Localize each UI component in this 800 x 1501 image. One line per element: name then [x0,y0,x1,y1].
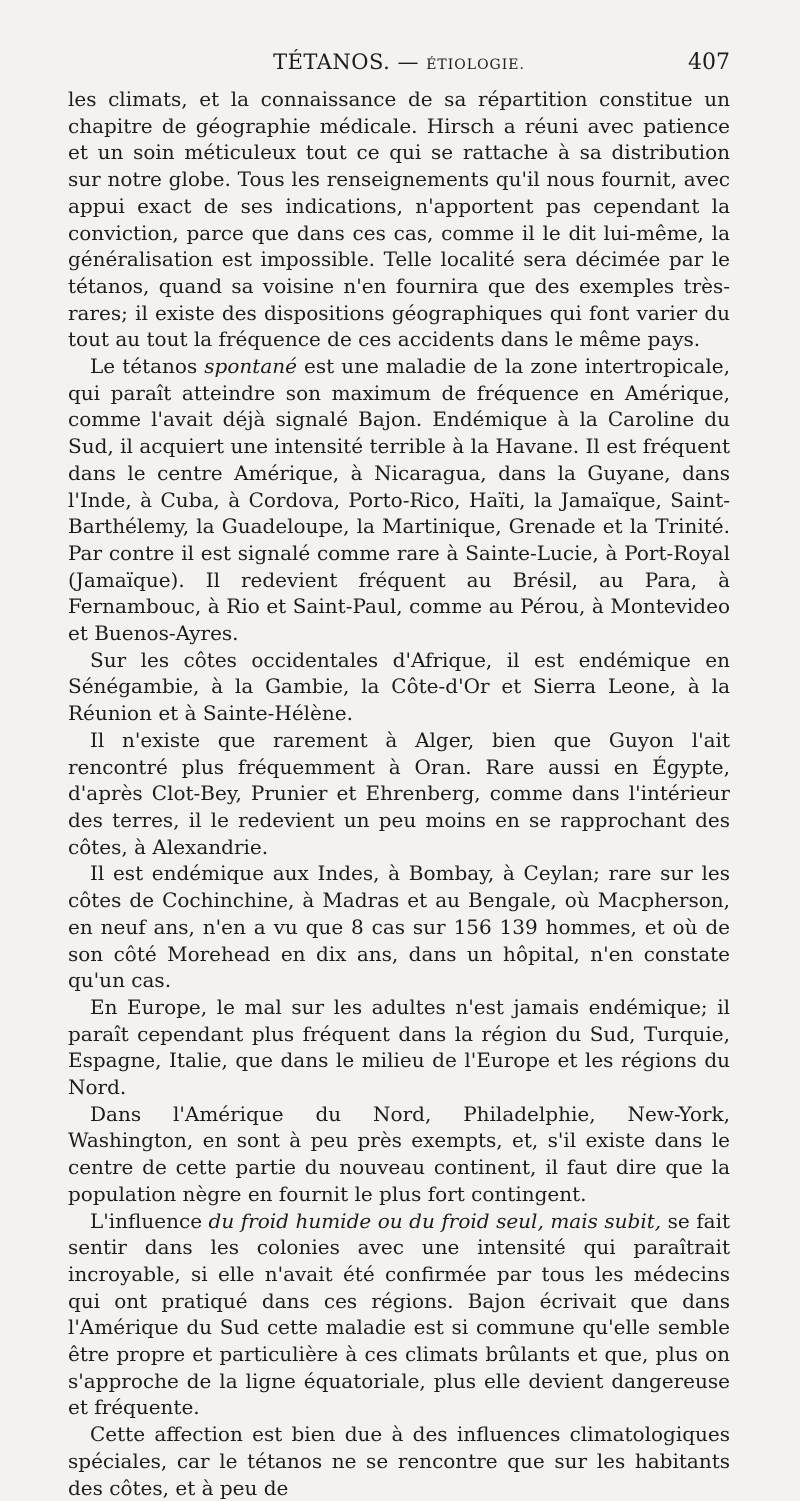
paragraph [68,86,730,353]
paragraph [68,727,730,861]
body-text [68,86,730,1501]
text-run: se fait sentir dans les colonies avec une intensité qui paraîtrait incroyable, si elle n'avait été confirmée par tous les médecins qui ont pratiqué dans ces régions. Bajon écrivait que dans l'Amérique du Sud cette maladie est si commune qu'elle semble être propre et particulière à ces climats brûlants et que, plus on s'approche de la ligne équatoriale, plus elle devient dangereuse et fréquente. [68,1208,731,1420]
text-run: Sur les côtes occidentales d'Afrique, il est endémique en Sénégambie, à la Gambie, la Côte-d'Or et Sierra Leone, à la Réunion et à Sainte-Hélène. [68,647,730,726]
italic-text: spontané [204,354,297,379]
italic-text: du froid humide ou du froid seul, mais subit, [208,1208,662,1233]
paragraph [68,647,730,727]
text-run: les climats, et la connaissance de sa répartition constitue un chapitre de géographie médicale. Hirsch a réuni avec patience et un soin méticuleux tout ce qui se rattache à sa distribution sur notre globe. Tous les renseignements qu'il nous fournit, avec appui exact de ses indications, n'apportent pas cependant la conviction, parce que dans ces cas, comme il le dit lui-même, la généralisation est impossible. Telle localité sera décimée par le tétanos, quand sa voisine n'en fournira que des exemples très-rares; il existe des dispositions géographiques qui font varier du tout au tout la fréquence de ces accidents dans le même pays. [68,87,730,352]
text-run: L'influence [90,1208,209,1233]
running-title [68,50,730,74]
text-run: Cette affection est bien due à des influences climatologiques spéciales, car le tétanos ne se rencontre que sur les habitants des côtes, et à peu de [68,1422,730,1500]
paragraph [68,353,730,647]
paragraph [68,860,730,994]
page-number: 407 [688,50,730,75]
text-run: est une maladie de la zone intertropicale, qui paraît atteindre son maximum de fréquence en Amérique, comme l'avait déjà signalé Bajon. Endémique à la Caroline du Sud, il acquiert une intensité terrible à la Havane. Il est fréquent dans le centre Amérique, à Nicaragua, dans la Guyane, dans l'Inde, à Cuba, à Cordova, Porto-Rico, Haïti, la Jamaïque, Saint-Barthélemy, la Guadeloupe, la Martinique, Grenade et la Trinité. Par contre il est signalé comme rare à Sainte-Lucie, à Port-Royal (Jamaïque). Il redevient fréquent au Brésil, au Para, à Fernambouc, à Rio et Saint-Paul, comme au Pérou, à Montevideo et Buenos-Ayres. [68,354,730,646]
text-run: Il n'existe que rarement à Alger, bien que Guyon l'ait rencontré plus fréquemment à Oran. Rare aussi en Égypte, d'après Clot-Bey, Prunier et Ehrenberg, comme dans l'intérieur des terres, il le redevient un peu moins en se rapprochant des côtes, à Alexandrie. [68,727,730,859]
chapter-title: TÉTANOS. [273,50,391,74]
text-run: En Europe, le mal sur les adultes n'est jamais endémique; il paraît cependant plus fréquent dans la région du Sud, Turquie, Espagne, Italie, que dans le milieu de l'Europe et les régions du Nord. [68,994,730,1100]
text-run: Il est endémique aux Indes, à Bombay, à Ceylan; rare sur les côtes de Cochinchine, à Madras et au Bengale, où Macpherson, en neuf ans, n'en a vu que 8 cas sur 156 139 hommes, et où de son côté Morehead en dix ans, dans un hôpital, n'en constate qu'un cas. [68,861,730,993]
paragraph [68,1208,730,1422]
text-run: Dans l'Amérique du Nord, Philadelphie, New-York, Washington, en sont à peu près exempts, et, s'il existe dans le centre de cette partie du nouveau continent, il faut dire que la population nègre en fournit le plus fort contingent. [68,1101,730,1206]
text-run: Le tétanos [90,354,205,379]
paragraph [68,1101,730,1208]
title-dash: — [397,50,420,74]
paragraph [68,994,730,1101]
running-header [68,48,730,82]
paragraph [68,1421,730,1501]
section-title: ÉTIOLOGIE. [426,57,525,73]
